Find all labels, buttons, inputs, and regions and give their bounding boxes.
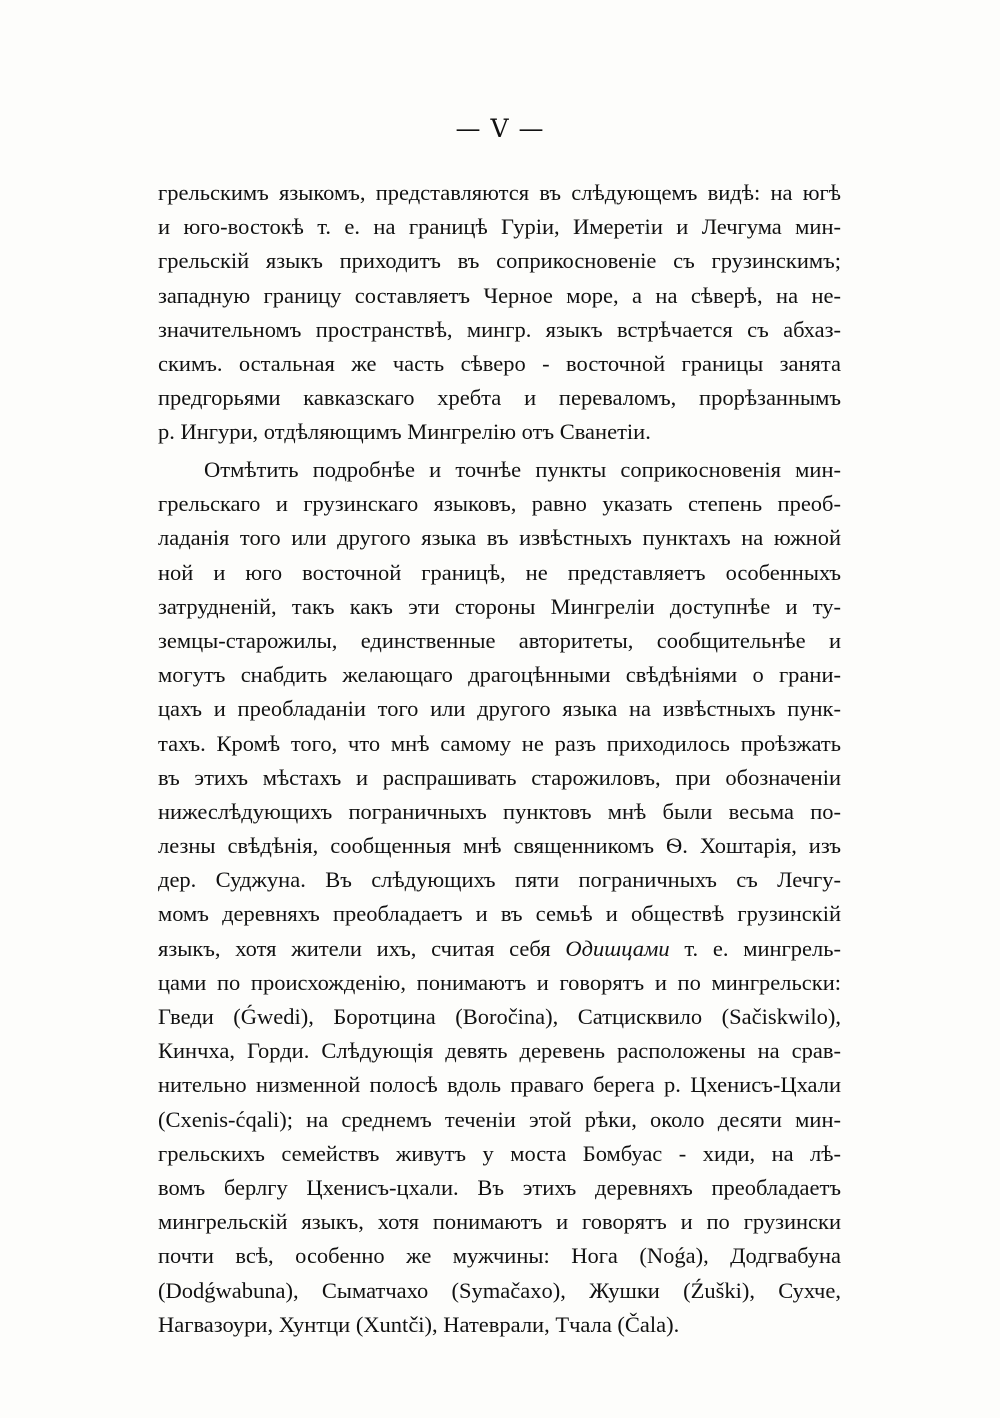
text-line: грельскаго и грузинскаго языковъ, равно указать степень преоб- — [158, 491, 841, 517]
text-line: въ этихъ мѣстахъ и распрашивать старожиловъ, при обозначеніи — [158, 764, 841, 790]
text-line: грельскій языкъ приходитъ въ соприкосновеніе съ грузинскимъ; — [158, 248, 841, 274]
text-line: скимъ. остальная же часть сѣверо - восточной границы занята — [158, 350, 841, 376]
text-line: и юго-востокѣ т. е. на границѣ Гуріи, Имеретіи и Лечгума мин- — [158, 214, 841, 240]
text-line: (Dodǵwabuna), Сыматчахо (Symačaxo), Жушки (Źuški), Сухче, — [158, 1277, 841, 1303]
paragraph-1 — [158, 176, 841, 450]
paragraph-2 — [158, 453, 841, 1342]
text-line: тахъ. Кромѣ того, что мнѣ самому не разъ приходилось проѣзжать — [158, 730, 841, 756]
text-line: Отмѣтить подробнѣе и точнѣе пункты соприкосновенія мин- — [204, 457, 841, 482]
text-line: грельскихъ семействъ живутъ у моста Бомбуас - хиди, на лѣ- — [158, 1140, 841, 1166]
text-line: ной и юго восточной границѣ, не представляетъ особенныхъ — [158, 559, 841, 585]
text-line: могутъ снабдить желающаго драгоцѣнными свѣдѣніями о грани- — [158, 662, 841, 688]
text-line: ладанія того или другого языка въ извѣстныхъ пунктахъ на южной — [158, 525, 841, 551]
text-line: дер. Суджуна. Въ слѣдующихъ пяти пограничныхъ съ Лечгу- — [158, 867, 841, 893]
text-line: Гведи (Ǵwedi), Боротцина (Boročina), Сатцисквило (Sačiskwilo), — [158, 1004, 841, 1029]
text-line: земцы-старожилы, единственные авторитеты, сообщительнѣе и — [158, 627, 841, 653]
text-line: почти всѣ, особенно же мужчины: Нога (Noǵa), Додгвабуна — [158, 1243, 841, 1269]
text-line: лезны свѣдѣнія, сообщенныя мнѣ священникомъ Ѳ. Хоштарія, изъ — [158, 833, 841, 859]
text-line: цами по происхожденію, понимаютъ и говорятъ и по мингрельски: — [158, 969, 841, 995]
text-line: грельскимъ языкомъ, представляются въ слѣдующемъ видѣ: на югѣ — [158, 180, 841, 205]
text-line: (Cxenis-ćqali); на среднемъ теченіи этой рѣки, около десяти мин- — [158, 1106, 841, 1132]
text-line: Нагвазоури, Хунтци (Xuntči), Натеврали, Тчала (Čala). — [158, 1311, 680, 1337]
text-line: затрудненій, такъ какъ эти стороны Мингреліи доступнѣе и ту- — [158, 593, 841, 619]
italic-term: Одишцами — [565, 935, 670, 961]
text-line: Кинчха, Горди. Слѣдующія девять деревень расположены на срав- — [158, 1038, 841, 1064]
text-line: цахъ и преобладаніи того или другого языка на извѣстныхъ пунк- — [158, 696, 841, 722]
text-line: нительно низменной полосѣ вдоль праваго берега р. Цхенисъ-Цхали — [158, 1072, 841, 1098]
text-line: момъ деревняхъ преобладаетъ и въ семьѣ и обществѣ грузинскій — [158, 901, 841, 927]
text-line: мингрельскій языкъ, хотя понимаютъ и говорятъ и по грузински — [158, 1209, 841, 1235]
text-line: западную границу составляетъ Черное море, а на сѣверѣ, на не- — [158, 282, 841, 308]
text-line: значительномъ пространствѣ, мингр. языкъ встрѣчается съ абхаз- — [158, 316, 841, 342]
text-line: вомъ берлгу Цхенисъ-цхали. Въ этихъ деревняхъ преобладаетъ — [158, 1174, 841, 1200]
text-line: нижеслѣдующихъ пограничныхъ пунктовъ мнѣ были весьма по- — [158, 798, 841, 824]
text-line: р. Ингури, отдѣляющимъ Мингрелію отъ Сванетіи. — [158, 419, 651, 445]
text-line: языкъ, хотя жители ихъ, считая себя Одишцами т. е. мингрель- — [158, 935, 841, 961]
text-line: предгорьями кавказскаго хребта и переваломъ, прорѣзаннымъ — [158, 385, 841, 411]
page-number-header: — V — — [455, 114, 545, 143]
